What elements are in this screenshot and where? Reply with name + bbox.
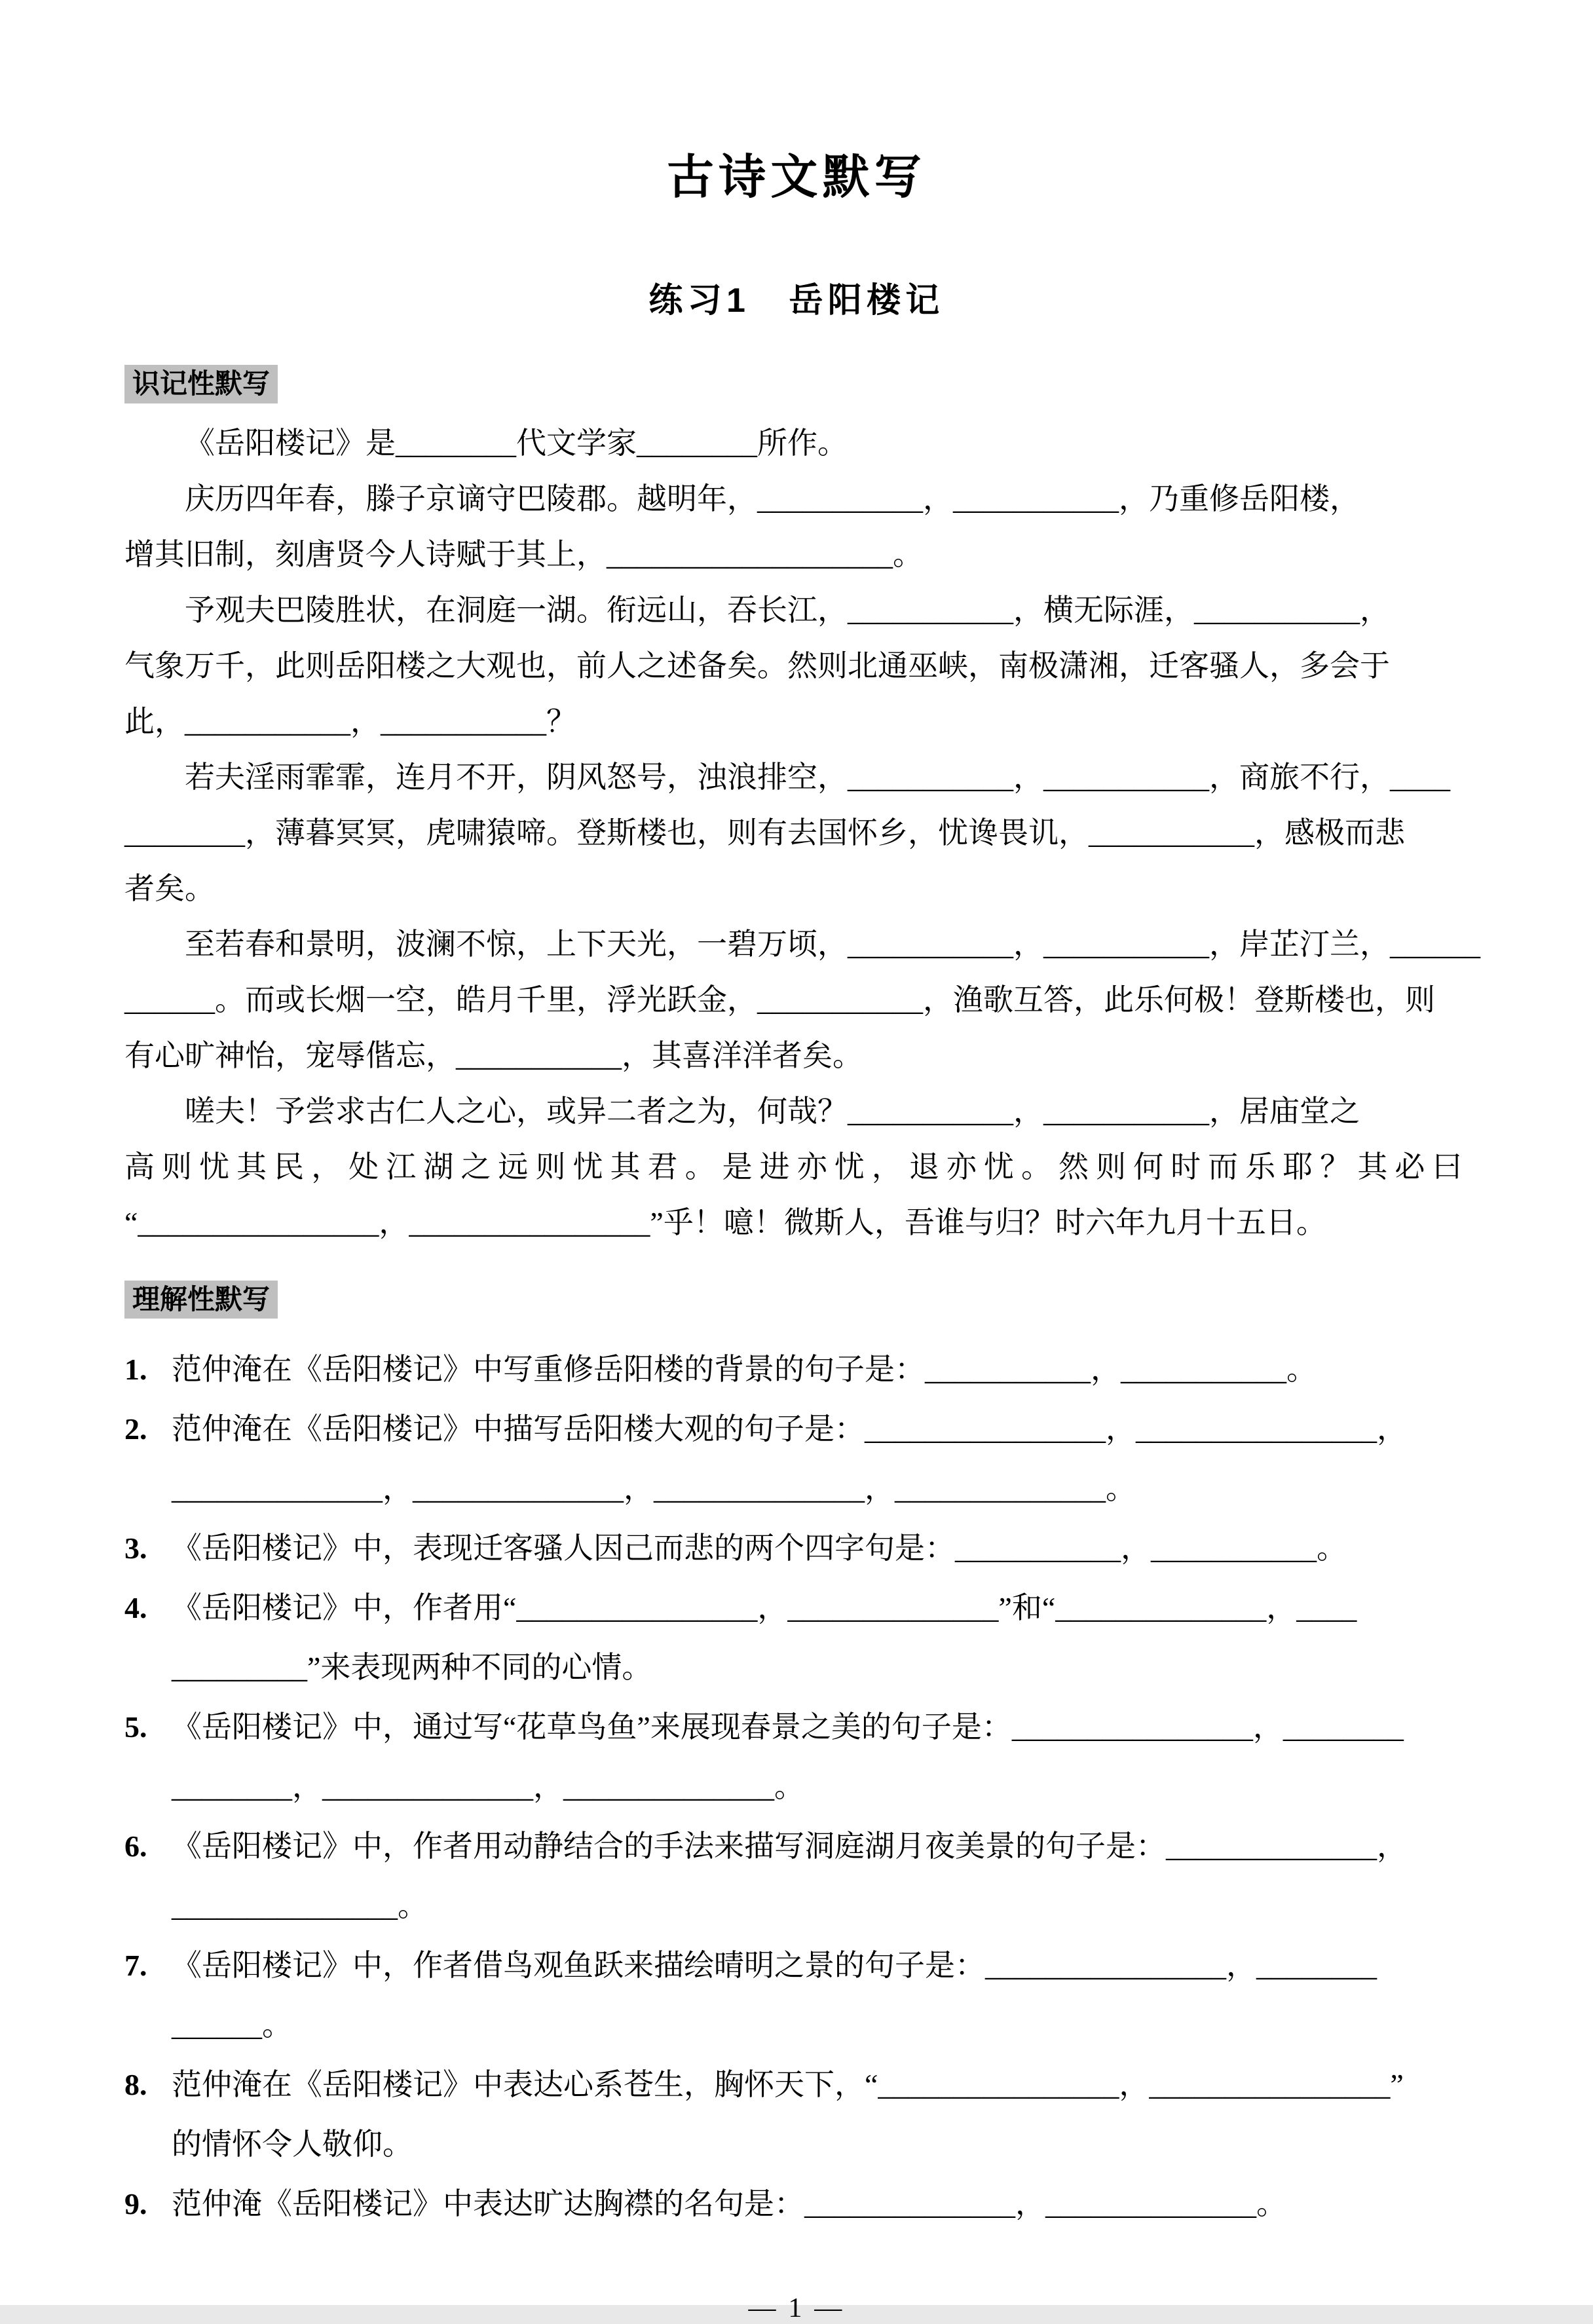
text-line: 气象万千，此则岳阳楼之大观也，前人之述备矣。然则北通巫峡，南极潇湘，迁客骚人，多会于 bbox=[124, 648, 1390, 683]
item-line: 范仲淹在《岳阳楼记》中表达心系苍生，胸怀天下，“________________，________________” bbox=[172, 2068, 1404, 2101]
section-header-recite: 识记性默写 bbox=[124, 365, 278, 403]
text-line: 者矣。 bbox=[124, 871, 215, 905]
exercise-title: 练习1 岳阳楼记 bbox=[648, 282, 945, 320]
text-line: ______。而或长烟一空，皓月千里，浮光跃金，___________，渔歌互答，此乐何极！登斯楼也，则 bbox=[124, 983, 1435, 1017]
item-line: _________”来表现两种不同的心情。 bbox=[172, 1651, 652, 1684]
item-body bbox=[172, 1816, 1469, 1936]
item-body bbox=[172, 2055, 1469, 2174]
text-line: 若夫淫雨霏霏，连月不开，阴风怒号，浊浪排空，___________，___________，商旅不行，____ bbox=[185, 760, 1450, 794]
item-line: 《岳阳楼记》中，作者用“________________，______________”和“______________，____ bbox=[172, 1591, 1357, 1624]
item-line: ______________，______________，______________，______________。 bbox=[172, 1472, 1136, 1505]
question-item bbox=[124, 2174, 1469, 2234]
text-line: 至若春和景明，波澜不惊，上下天光，一碧万顷，___________，___________，岸芷汀兰，______ bbox=[185, 927, 1480, 961]
text-line: “________________，________________”乎！噫！微斯人，吾谁与归？时六年九月十五日。 bbox=[124, 1205, 1326, 1239]
question-item bbox=[124, 1697, 1469, 1816]
item-line: 的情怀令人敬仰。 bbox=[172, 2127, 413, 2161]
text-line: 有心旷神怡，宠辱偕忘，___________，其喜洋洋者矣。 bbox=[124, 1038, 863, 1072]
item-body bbox=[172, 1578, 1469, 1697]
item-line: _______________。 bbox=[172, 1889, 428, 1922]
question-item bbox=[124, 2055, 1469, 2174]
item-body bbox=[172, 1518, 1469, 1578]
item-line: 范仲淹在《岳阳楼记》中描写岳阳楼大观的句子是：________________，________________， bbox=[172, 1412, 1407, 1446]
text-line: 庆历四年春，滕子京谪守巴陵郡。越明年，___________，___________，乃重修岳阳楼， bbox=[185, 481, 1360, 515]
item-body bbox=[172, 1340, 1469, 1399]
page-title: 古诗文默写 bbox=[666, 151, 926, 204]
item-number: 6. bbox=[124, 1829, 147, 1863]
item-number: 9. bbox=[124, 2187, 147, 2221]
recite-passage bbox=[124, 415, 1480, 1250]
item-body bbox=[172, 1399, 1469, 1518]
item-line: 范仲淹在《岳阳楼记》中写重修岳阳楼的背景的句子是：___________，___________。 bbox=[172, 1353, 1317, 1386]
question-item bbox=[124, 1578, 1469, 1697]
item-number: 4. bbox=[124, 1591, 147, 1624]
question-item bbox=[124, 1399, 1469, 1518]
item-line: 《岳阳楼记》中，作者用动静结合的手法来描写洞庭湖月夜美景的句子是：______________， bbox=[172, 1829, 1407, 1863]
text-line: 《岳阳楼记》是________代文学家________所作。 bbox=[185, 426, 848, 460]
item-number: 3. bbox=[124, 1531, 147, 1565]
comprehension-questions bbox=[124, 1340, 1469, 2234]
item-line: ________，______________，______________。 bbox=[172, 1770, 804, 1803]
item-number: 8. bbox=[124, 2068, 147, 2101]
item-body bbox=[172, 2174, 1469, 2234]
question-item bbox=[124, 1518, 1469, 1578]
page-number: — 1 — bbox=[748, 2293, 845, 2323]
item-number: 7. bbox=[124, 1949, 147, 1982]
item-number: 5. bbox=[124, 1710, 147, 1744]
question-item bbox=[124, 1936, 1469, 2055]
item-line: 范仲淹《岳阳楼记》中表达旷达胸襟的名句是：______________，______________。 bbox=[172, 2187, 1286, 2221]
question-item bbox=[124, 1340, 1469, 1399]
item-body bbox=[172, 1936, 1469, 2055]
section-header-comprehension: 理解性默写 bbox=[124, 1281, 278, 1319]
text-line: 此，___________，___________？ bbox=[124, 704, 576, 738]
item-number: 2. bbox=[124, 1412, 147, 1446]
text-line: 增其旧制，刻唐贤今人诗赋于其上，___________________。 bbox=[124, 537, 923, 571]
item-body bbox=[172, 1697, 1469, 1816]
item-line: 《岳阳楼记》中，通过写“花草鸟鱼”来展现春景之美的句子是：________________，________ bbox=[172, 1710, 1404, 1744]
question-item bbox=[124, 1816, 1469, 1936]
item-number: 1. bbox=[124, 1353, 147, 1386]
text-line: 高则忧其民，处江湖之远则忧其君。是进亦忧，退亦忧。然则何时而乐耶？其必曰 bbox=[124, 1150, 1470, 1184]
text-line: 嗟夫！予尝求古仁人之心，或异二者之为，何哉？___________，___________，居庙堂之 bbox=[185, 1094, 1360, 1128]
item-line: ______。 bbox=[172, 2008, 292, 2042]
text-line: 予观夫巴陵胜状，在洞庭一湖。衔远山，吞长江，___________，横无际涯，___________， bbox=[185, 593, 1390, 627]
item-line: 《岳阳楼记》中，表现迁客骚人因己而悲的两个四字句是：___________，___________。 bbox=[172, 1531, 1347, 1565]
item-line: 《岳阳楼记》中，作者借鸟观鱼跃来描绘晴明之景的句子是：________________，________ bbox=[172, 1949, 1377, 1982]
text-line: ________，薄暮冥冥，虎啸猿啼。登斯楼也，则有去国怀乡，忧谗畏讥，___________，感极而悲 bbox=[124, 815, 1405, 850]
